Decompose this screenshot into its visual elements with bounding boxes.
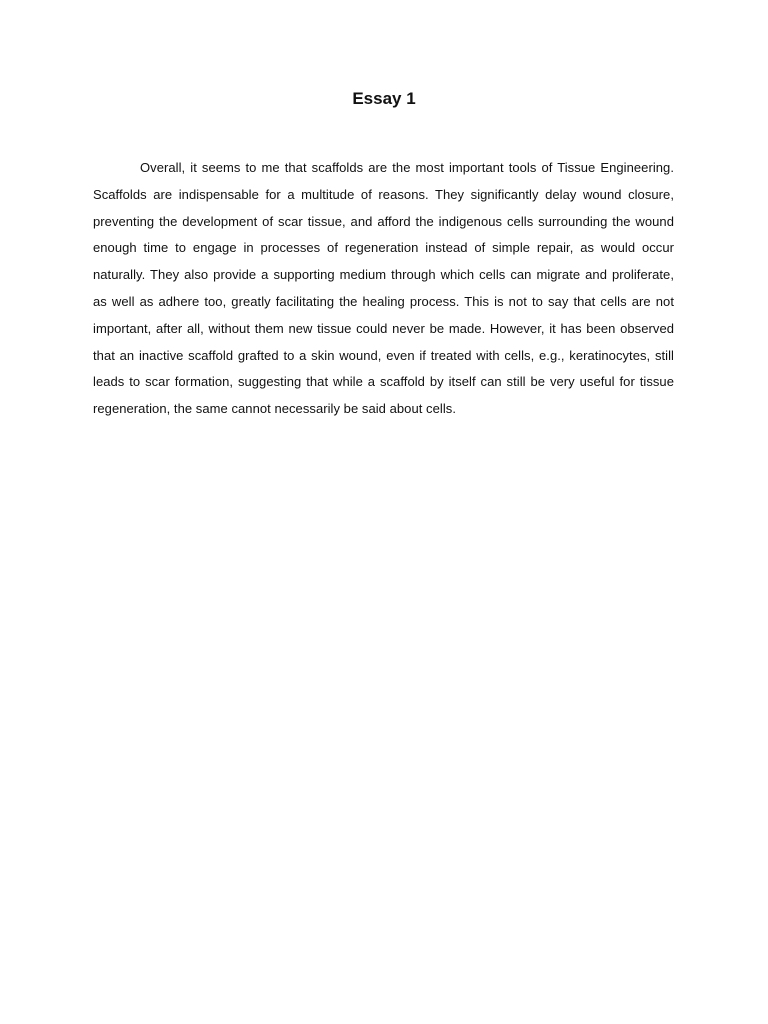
document-title: Essay 1 [352,89,416,108]
essay-paragraph: Overall, it seems to me that scaffolds are the most important tools of Tissue Engineering. Scaffolds are indispensable for a multitude of reasons. They significantly delay wound closure, preventing the development of scar tissue, and afford the indigenous cells surrounding the wound enough time to engage in processes of regeneration instead of simple repair, as would occur naturally. They also provide a supporting medium through which cells can migrate and proliferate, as well as adhere too, greatly facilitating the healing process. This is not to say that cells are not important, after all, without them new tissue could never be made. However, it has been observed that an inactive scaffold grafted to a skin wound, even if treated with cells, e.g., keratinocytes, still leads to scar formation, suggesting that while a scaffold by itself can still be very useful for tissue regeneration, the same cannot necessarily be said about cells. [93,160,674,417]
